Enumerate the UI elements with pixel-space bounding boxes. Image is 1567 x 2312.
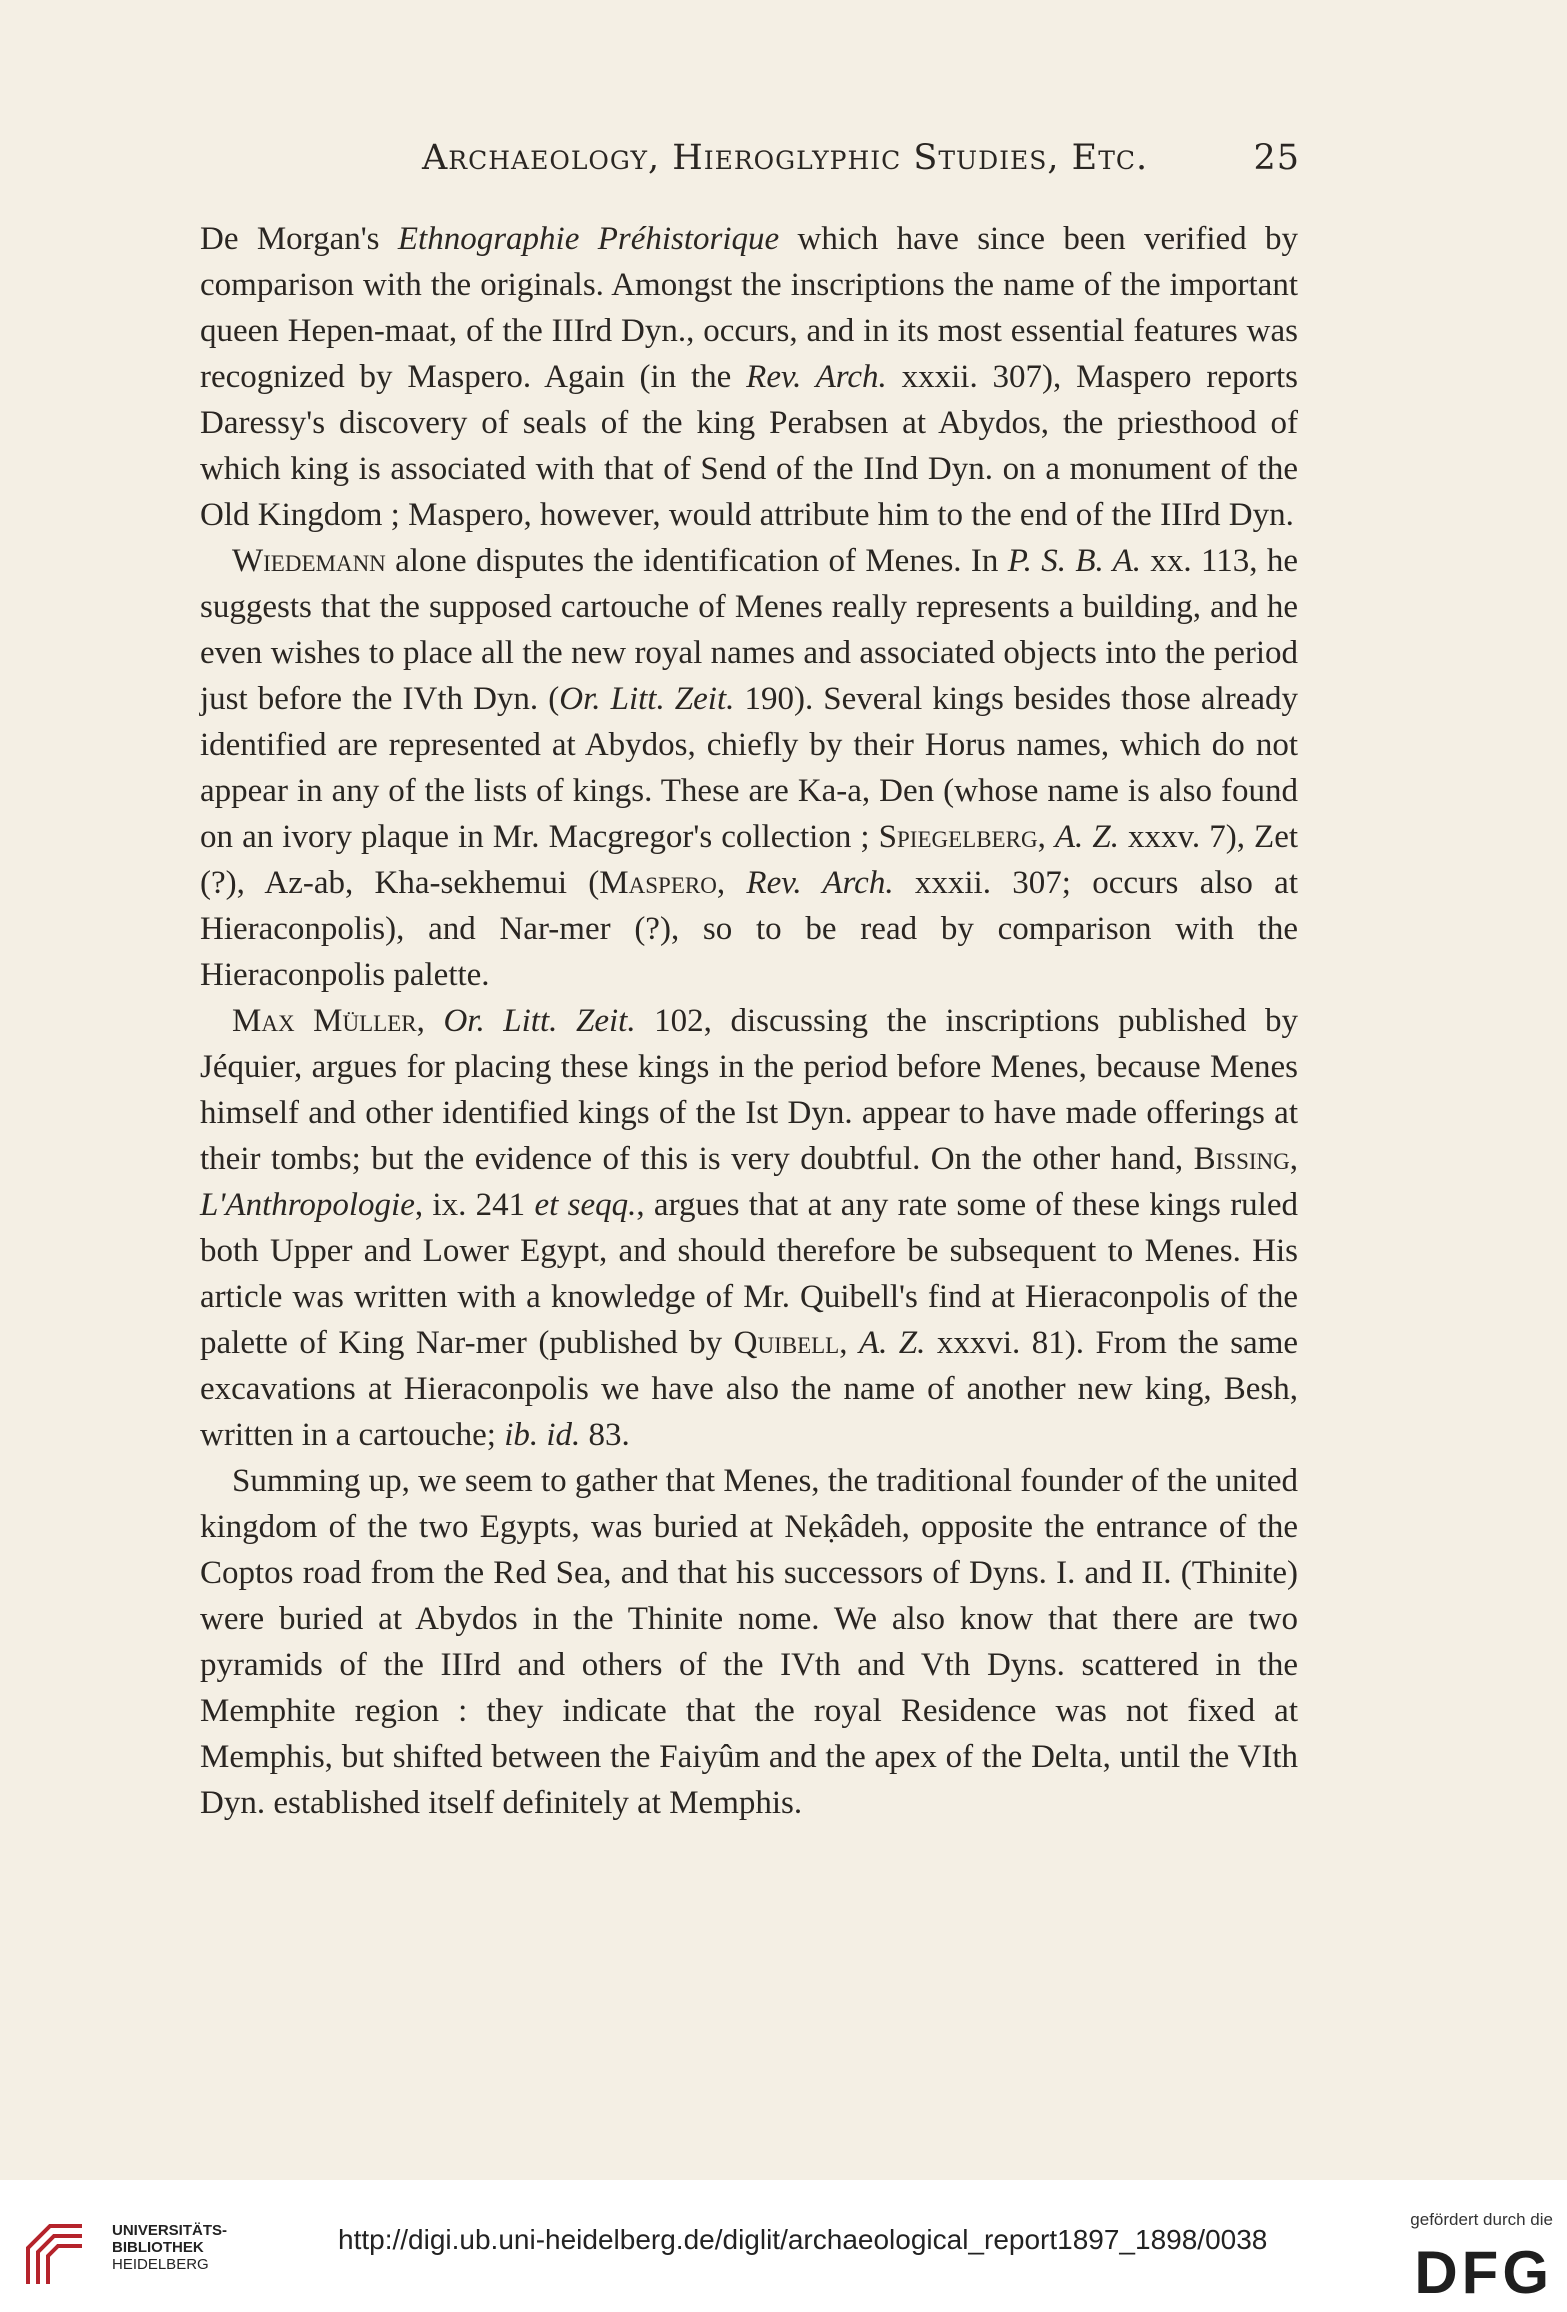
text-run: xxxv. 7), Zet (?), Az-ab, Kha-sekhemui ( [200, 819, 1299, 901]
dfg-logo[interactable] [1363, 2210, 1553, 2305]
author-name: Wiedemann [232, 543, 386, 579]
paragraph-3 [200, 998, 1298, 1458]
italic-citation: Rev. Arch. [746, 359, 887, 395]
text-run: xx. 113, he suggests that the supposed cartouche of Menes really represents a building, and he even wishes to place all the new royal names and associated objects into the period just before the IVth Dyn. ( [200, 543, 1298, 717]
text-run: 102, discussing the inscriptions published by Jéquier, argues for placing these kings in the period before Menes, because Menes himself and other identified kings of the Ist Dyn. appear to have made offerings at their tombs; but the evidence of this is very doubtful. On the other hand, [200, 1003, 1298, 1177]
text-run: 83. [580, 1417, 630, 1453]
source-url-link[interactable]: http://digi.ub.uni-heidelberg.de/diglit/archaeological_report1897_1898/0038 [338, 2224, 1268, 2255]
author-name: Maspero [599, 865, 717, 901]
paragraph-4 [200, 1458, 1298, 1826]
text-run: which have since been verified by comparison with the originals. Amongst the inscriptions the name of the important queen Hepen-maat, of the IIIrd Dyn., occurs, and in its most essential features was recognized by Maspero. Again (in the [200, 221, 1298, 395]
text-run: 190). Several kings besides those already identified are represented at Abydos, chiefly by their Horus names, which do not appear in any of the lists of kings. These are Ka-a, Den (whose name is also found on an ivory plaque in Mr. Macgregor's collection ; [200, 681, 1299, 855]
text-run: , [716, 865, 747, 901]
dfg-wordmark: DFG [1414, 2239, 1553, 2306]
page-number: 25 [1253, 138, 1300, 178]
library-name-line: HEIDELBERG [112, 2256, 209, 2273]
library-name-line: UNIVERSITÄTS- [112, 2222, 228, 2239]
text-run: xxxii. 307), Maspero reports Daressy's discovery of seals of the king Perabsen at Abydos, the priesthood of which king is associated with that of Send of the IInd Dyn. on a monument of the Old Kingdom ; Maspero, however, would attribute him to the end of the IIIrd Dyn. [200, 359, 1298, 533]
paragraph-1 [200, 216, 1298, 538]
text-run: xxxvi. 81). From the same excavations at Hieraconpolis we have also the name of another new king, Besh, written in a cartouche; [200, 1325, 1299, 1453]
italic-title: Ethnographie Préhistorique [397, 221, 780, 257]
italic-citation: P. S. B. A. [1007, 543, 1141, 579]
italic-citation: et seqq. [534, 1187, 637, 1223]
italic-citation: L'Anthropologie [200, 1187, 415, 1223]
heidelberg-library-icon [20, 2218, 90, 2288]
running-header [200, 138, 1300, 188]
author-name: Quibell [733, 1325, 840, 1361]
author-name: Max Müller [232, 1003, 417, 1039]
text-run: , [839, 1325, 859, 1361]
text-run: xxxii. 307; occurs also at Hieraconpolis), and Nar-mer (?), so to be read by comparison with the Hieraconpolis palette. [200, 865, 1299, 993]
italic-citation: Or. Litt. Zeit. [443, 1003, 636, 1039]
funding-caption: gefördert durch die [1410, 2210, 1553, 2229]
text-run: alone disputes the identification of Menes. In [385, 543, 1008, 579]
library-logo[interactable] [20, 2210, 280, 2290]
text-run: , [1037, 819, 1055, 855]
footer-bar [0, 2180, 1567, 2312]
text-run: , argues that at any rate some of these kings ruled both Upper and Lower Egypt, and should therefore be subsequent to Menes. His article was written with a knowledge of Mr. Quibell's find at Hieraconpolis of the palette of King Nar-mer (published by [200, 1187, 1298, 1361]
italic-citation: ib. id. [504, 1417, 581, 1453]
author-name: Spiegelberg [878, 819, 1038, 855]
library-name-line: BIBLIOTHEK [112, 2239, 204, 2256]
italic-citation: Rev. Arch. [746, 865, 894, 901]
text-run: , ix. 241 [414, 1187, 535, 1223]
body-text [200, 216, 1298, 1826]
text-run: Summing up, we seem to gather that Menes, the traditional founder of the united kingdom of the two Egypts, was buried at Neḳâdeh, opposite the entrance of the Coptos road from the Red Sea, and that his successors of Dyns. I. and II. (Thinite) were buried at Abydos in the Thinite nome. We also know that there are two pyramids of the IIIrd and others of the IVth and Vth Dyns. scattered in the Memphite region : they indicate that the royal Residence was not fixed at Memphis, but shifted between the Faiyûm and the apex of the Delta, until the VIth Dyn. established itself definitely at Memphis. [200, 1463, 1298, 1821]
library-name [112, 2222, 227, 2273]
italic-citation: Or. Litt. Zeit. [559, 681, 735, 717]
running-title: Archaeology, Hieroglyphic Studies, Etc. [422, 138, 1149, 178]
text-run: De Morgan's [200, 221, 398, 257]
text-run: , [416, 1003, 444, 1039]
italic-citation: A. Z. [1054, 819, 1119, 855]
author-name: Bissing [1193, 1141, 1290, 1177]
text-run: , [1289, 1141, 1298, 1177]
italic-citation: A. Z. [858, 1325, 926, 1361]
paragraph-2 [200, 538, 1298, 998]
